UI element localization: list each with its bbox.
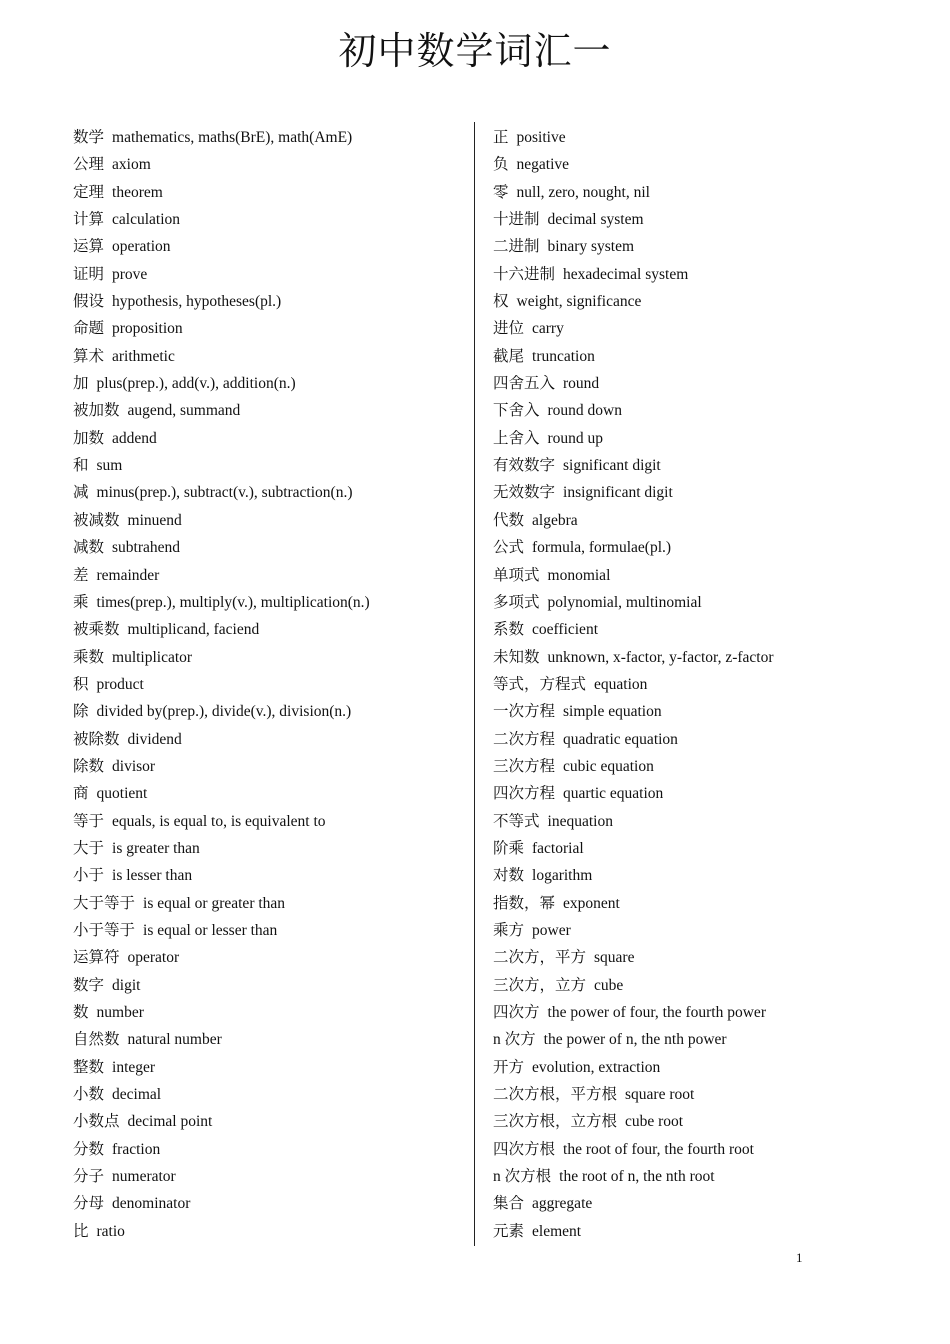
term-english: significant digit <box>563 457 661 475</box>
term-row <box>73 1190 468 1217</box>
page-title: 初中数学词汇一 <box>338 31 612 73</box>
term-english: is greater than <box>112 839 200 857</box>
term-chinese: 四次方 <box>493 1004 540 1021</box>
term-row <box>493 479 853 506</box>
term-chinese: 商 <box>73 785 89 803</box>
term-english: round <box>563 375 600 393</box>
term-english: quotient <box>96 785 148 803</box>
term-row <box>493 1190 853 1217</box>
term-english: cube <box>594 976 624 994</box>
term-english: operator <box>127 949 180 967</box>
term-english: multiplicand, faciend <box>127 621 260 639</box>
term-row <box>73 206 468 233</box>
term-row <box>493 1108 853 1135</box>
term-chinese: 负 <box>493 156 509 174</box>
term-row <box>73 151 468 178</box>
term-row <box>493 233 853 260</box>
term-chinese: 等于 <box>73 812 105 830</box>
term-row <box>73 890 468 917</box>
term-english: carry <box>532 320 564 338</box>
term-english: element <box>532 1222 582 1240</box>
term-row <box>73 616 468 643</box>
term-english: times(prep.), multiply(v.), multiplication(n.) <box>96 593 370 611</box>
term-chinese: 有效数字 <box>493 457 556 475</box>
term-english: binary system <box>547 238 635 256</box>
term-chinese: 数 <box>73 1004 89 1021</box>
term-chinese: 计算 <box>73 211 105 229</box>
term-row <box>73 698 468 725</box>
term-row <box>493 1163 853 1190</box>
term-english: sum <box>96 457 123 475</box>
term-chinese: 四次方程 <box>493 785 556 803</box>
term-row <box>493 917 853 944</box>
term-english: cubic equation <box>563 757 654 775</box>
term-chinese: 二进制 <box>493 238 540 256</box>
term-chinese: 指数，幂 <box>493 894 556 912</box>
term-chinese: 三次方根，立方根 <box>493 1113 618 1131</box>
term-row <box>73 671 468 698</box>
term-english: product <box>96 675 144 693</box>
term-row <box>73 644 468 671</box>
term-english: quartic equation <box>563 785 664 803</box>
term-row <box>493 589 853 616</box>
term-chinese: 命题 <box>73 320 105 338</box>
term-row <box>73 479 468 506</box>
term-chinese: 乘 <box>73 593 89 611</box>
term-english: addend <box>112 429 157 447</box>
term-chinese: 大于 <box>73 839 105 857</box>
term-row <box>73 1136 468 1163</box>
term-english: decimal system <box>547 211 644 229</box>
term-english: prove <box>112 265 148 283</box>
term-chinese: 四次方根 <box>493 1140 556 1158</box>
term-row <box>493 726 853 753</box>
term-english: fraction <box>112 1140 161 1158</box>
term-row <box>73 534 468 561</box>
term-row <box>73 562 468 589</box>
term-row <box>73 261 468 288</box>
term-row <box>73 808 468 835</box>
term-chinese: 大于等于 <box>73 894 136 912</box>
term-english: evolution, extraction <box>532 1058 661 1076</box>
term-english: mathematics, maths(BrE), math(AmE) <box>112 129 353 146</box>
term-row <box>493 644 853 671</box>
term-english: simple equation <box>563 703 662 721</box>
term-chinese: 无效数字 <box>493 484 556 502</box>
term-row <box>493 288 853 315</box>
term-chinese: 定理 <box>73 183 105 201</box>
term-row <box>73 1108 468 1135</box>
term-row <box>73 452 468 479</box>
term-chinese: 被除数 <box>73 730 120 748</box>
term-english: quadratic equation <box>563 730 678 748</box>
term-english: operation <box>112 238 171 256</box>
term-chinese: 和 <box>73 457 89 475</box>
term-english: axiom <box>112 156 151 174</box>
term-english: decimal <box>112 1086 162 1104</box>
term-english: positive <box>516 129 566 146</box>
term-row <box>493 753 853 780</box>
term-english: truncation <box>532 347 595 365</box>
term-chinese: 分数 <box>73 1140 105 1158</box>
term-chinese: 阶乘 <box>493 839 525 857</box>
term-english: square root <box>625 1086 695 1104</box>
term-english: aggregate <box>532 1195 593 1213</box>
term-chinese: 被乘数 <box>73 621 120 639</box>
term-english: equals, is equal to, is equivalent to <box>112 812 326 830</box>
term-row <box>493 534 853 561</box>
term-chinese: 下舍入 <box>493 402 540 420</box>
term-english: logarithm <box>532 867 593 885</box>
left-term-column <box>73 124 468 1245</box>
term-chinese: 加数 <box>73 429 105 447</box>
term-english: is lesser than <box>112 867 193 885</box>
page-number: 1 <box>796 1250 803 1265</box>
term-english: ratio <box>96 1222 125 1240</box>
term-chinese: 被减数 <box>73 511 120 529</box>
term-row <box>493 1218 853 1245</box>
term-english: proposition <box>112 320 183 338</box>
term-english: minus(prep.), subtract(v.), subtraction(n.) <box>96 484 353 502</box>
term-english: theorem <box>112 183 163 201</box>
term-chinese: 被加数 <box>73 402 120 420</box>
term-row <box>73 862 468 889</box>
term-chinese: 加 <box>73 375 89 393</box>
term-chinese: 元素 <box>493 1222 525 1240</box>
term-english: integer <box>112 1058 156 1076</box>
term-chinese: 小数点 <box>73 1113 120 1131</box>
term-row <box>73 1026 468 1053</box>
term-chinese: 三次方，立方 <box>493 976 587 994</box>
term-chinese: 小数 <box>73 1086 105 1104</box>
term-english: subtrahend <box>112 539 181 557</box>
term-chinese: 正 <box>493 129 509 146</box>
term-english: insignificant digit <box>563 484 673 502</box>
term-english: denominator <box>112 1195 191 1213</box>
term-english: divided by(prep.), divide(v.), division(n.) <box>96 703 352 721</box>
term-row <box>493 999 853 1026</box>
term-chinese: 证明 <box>73 265 105 283</box>
term-chinese: 未知数 <box>493 648 540 666</box>
term-chinese: 乘方 <box>493 921 525 939</box>
term-row <box>73 343 468 370</box>
term-row <box>73 1218 468 1245</box>
term-row <box>493 179 853 206</box>
term-row <box>73 397 468 424</box>
term-row <box>493 1136 853 1163</box>
term-english: negative <box>516 156 570 174</box>
term-row <box>73 917 468 944</box>
term-chinese: 运算符 <box>73 949 120 967</box>
term-row <box>73 780 468 807</box>
term-chinese: 公式 <box>493 539 525 557</box>
term-chinese: 小于等于 <box>73 921 136 939</box>
term-english: factorial <box>532 839 584 857</box>
term-chinese: 积 <box>73 675 89 693</box>
term-english: monomial <box>547 566 611 584</box>
term-chinese: 多项式 <box>493 593 540 611</box>
term-row <box>73 1081 468 1108</box>
term-row <box>73 972 468 999</box>
term-english: coefficient <box>532 621 598 639</box>
term-chinese: n 次方 <box>493 1031 536 1049</box>
term-english: multiplicator <box>112 648 193 666</box>
term-chinese: 系数 <box>493 621 525 639</box>
term-chinese: 公理 <box>73 156 105 174</box>
term-english: divisor <box>112 757 156 775</box>
term-row <box>73 835 468 862</box>
term-english: plus(prep.), add(v.), addition(n.) <box>96 375 296 393</box>
term-chinese: 分母 <box>73 1195 105 1213</box>
term-chinese: 上舍入 <box>493 429 540 447</box>
term-row <box>493 972 853 999</box>
term-chinese: 四舍五入 <box>493 375 556 393</box>
term-chinese: 分子 <box>73 1168 105 1186</box>
term-chinese: 数学 <box>73 129 105 146</box>
term-row <box>493 1054 853 1081</box>
term-row <box>493 452 853 479</box>
term-row <box>493 151 853 178</box>
term-english: is equal or lesser than <box>143 921 278 939</box>
term-english: the power of four, the fourth power <box>547 1004 766 1021</box>
term-chinese: 除 <box>73 703 89 721</box>
term-english: the power of n, the nth power <box>543 1031 727 1049</box>
column-divider <box>474 122 475 1246</box>
term-row <box>493 698 853 725</box>
term-row <box>73 507 468 534</box>
term-row <box>493 835 853 862</box>
term-chinese: 不等式 <box>493 812 540 830</box>
term-english: polynomial, multinomial <box>547 593 702 611</box>
term-english: cube root <box>625 1113 684 1131</box>
term-english: null, zero, nought, nil <box>516 183 650 201</box>
term-chinese: 假设 <box>73 293 105 311</box>
term-row <box>73 288 468 315</box>
term-row <box>493 562 853 589</box>
term-row <box>493 315 853 342</box>
term-chinese: 十六进制 <box>493 265 556 283</box>
term-english: is equal or greater than <box>143 894 286 912</box>
term-row <box>73 944 468 971</box>
term-chinese: 算术 <box>73 347 105 365</box>
term-english: hexadecimal system <box>563 265 689 283</box>
term-english: round up <box>547 429 604 447</box>
term-row <box>493 124 853 151</box>
term-english: minuend <box>127 511 182 529</box>
term-row <box>493 1081 853 1108</box>
term-chinese: 进位 <box>493 320 525 338</box>
term-chinese: 二次方根，平方根 <box>493 1086 618 1104</box>
term-english: number <box>96 1004 144 1021</box>
term-chinese: 十进制 <box>493 211 540 229</box>
term-row <box>493 862 853 889</box>
term-chinese: 三次方程 <box>493 757 556 775</box>
term-english: remainder <box>96 566 160 584</box>
term-chinese: 乘数 <box>73 648 105 666</box>
term-chinese: 比 <box>73 1222 89 1240</box>
term-english: digit <box>112 976 141 994</box>
term-chinese: 二次方程 <box>493 730 556 748</box>
term-chinese: n 次方根 <box>493 1168 552 1186</box>
term-english: round down <box>547 402 622 420</box>
term-chinese: 自然数 <box>73 1031 120 1049</box>
term-row <box>73 233 468 260</box>
term-chinese: 整数 <box>73 1058 105 1076</box>
term-chinese: 截尾 <box>493 347 525 365</box>
term-english: equation <box>594 675 648 693</box>
term-english: formula, formulae(pl.) <box>532 539 672 557</box>
term-row <box>73 589 468 616</box>
term-chinese: 一次方程 <box>493 703 556 721</box>
term-row <box>493 397 853 424</box>
term-row <box>493 1026 853 1053</box>
term-row <box>493 890 853 917</box>
term-row <box>493 343 853 370</box>
term-chinese: 除数 <box>73 757 105 775</box>
term-chinese: 集合 <box>493 1195 525 1213</box>
term-chinese: 零 <box>493 183 509 201</box>
term-english: arithmetic <box>112 347 175 365</box>
term-row <box>493 507 853 534</box>
term-english: the root of n, the nth root <box>559 1168 715 1186</box>
term-row <box>493 206 853 233</box>
term-chinese: 代数 <box>493 511 525 529</box>
term-row <box>493 808 853 835</box>
term-english: exponent <box>563 894 620 912</box>
term-row <box>73 999 468 1026</box>
term-english: dividend <box>127 730 182 748</box>
term-english: algebra <box>532 511 578 529</box>
term-chinese: 权 <box>493 293 509 311</box>
term-row <box>493 780 853 807</box>
term-chinese: 运算 <box>73 238 105 256</box>
term-chinese: 单项式 <box>493 566 540 584</box>
term-row <box>493 671 853 698</box>
term-row <box>73 726 468 753</box>
term-english: numerator <box>112 1168 176 1186</box>
term-english: augend, summand <box>127 402 241 420</box>
term-row <box>73 753 468 780</box>
term-row <box>73 315 468 342</box>
term-chinese: 二次方，平方 <box>493 949 587 967</box>
term-english: calculation <box>112 211 181 229</box>
term-english: square <box>594 949 635 967</box>
right-term-column <box>493 124 853 1245</box>
term-row <box>493 261 853 288</box>
term-row <box>493 425 853 452</box>
term-chinese: 小于 <box>73 867 105 885</box>
term-row <box>73 1054 468 1081</box>
term-row <box>73 179 468 206</box>
term-english: natural number <box>127 1031 222 1049</box>
term-english: power <box>532 921 571 939</box>
term-row <box>73 124 468 151</box>
term-english: unknown, x-factor, y-factor, z-factor <box>547 648 774 666</box>
term-row <box>73 425 468 452</box>
term-english: weight, significance <box>516 293 642 311</box>
term-chinese: 减 <box>73 484 89 502</box>
term-row <box>493 944 853 971</box>
term-english: hypothesis, hypotheses(pl.) <box>112 293 282 311</box>
term-chinese: 等式，方程式 <box>493 675 587 693</box>
term-chinese: 开方 <box>493 1058 525 1076</box>
term-row <box>493 616 853 643</box>
term-chinese: 对数 <box>493 867 525 885</box>
term-row <box>493 370 853 397</box>
term-row <box>73 1163 468 1190</box>
term-english: decimal point <box>127 1113 213 1131</box>
term-chinese: 减数 <box>73 539 105 557</box>
term-chinese: 差 <box>73 566 89 584</box>
term-chinese: 数字 <box>73 976 105 994</box>
term-english: the root of four, the fourth root <box>563 1140 754 1158</box>
term-english: inequation <box>547 812 613 830</box>
term-row <box>73 370 468 397</box>
